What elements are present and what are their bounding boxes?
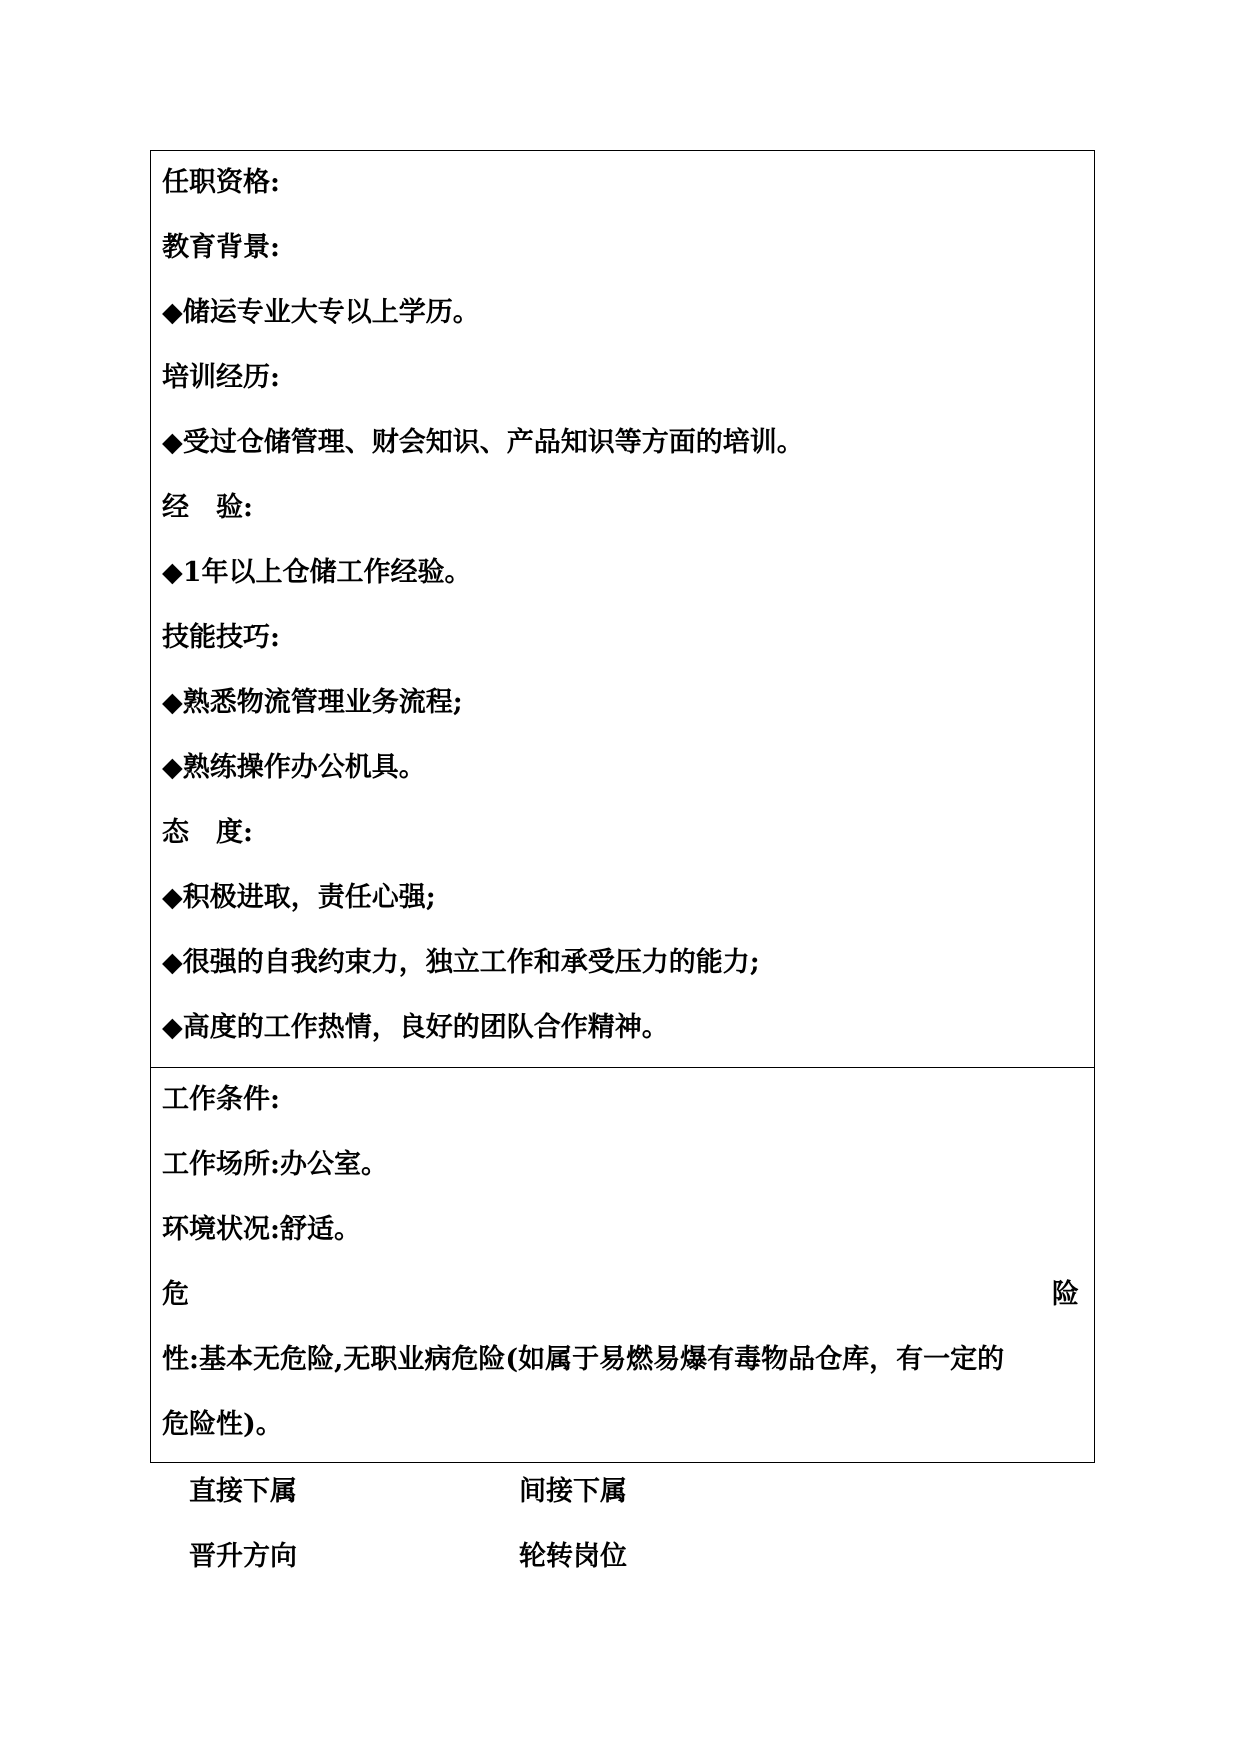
promotion-label: 晋升方向 [189, 1541, 297, 1572]
education-label: 教育背景: [162, 232, 280, 263]
danger-last-char: 险 [1052, 1279, 1079, 1310]
danger-line-2: 性:基本无危险,无职业病危险(如属于易燃易爆有毒物品仓库，有一定的 [162, 1344, 1005, 1375]
qualifications-title: 任职资格: [162, 167, 280, 198]
indirect-subordinate-label: 间接下属 [519, 1476, 627, 1507]
attitude-item: ◆积极进取，责任心强; [162, 882, 436, 913]
direct-subordinate-label: 直接下属 [189, 1476, 297, 1507]
workplace-line: 工作场所:办公室。 [162, 1149, 388, 1180]
environment-line: 环境状况:舒适。 [162, 1214, 361, 1245]
attitude-item: ◆高度的工作热情，良好的团队合作精神。 [162, 1012, 669, 1043]
skills-item: ◆熟练操作办公机具。 [162, 752, 426, 783]
training-label: 培训经历: [162, 362, 280, 393]
danger-first-char: 危 [162, 1279, 189, 1310]
experience-item: ◆1年以上仓储工作经验。 [162, 557, 472, 588]
conditions-cell [150, 1067, 1095, 1463]
danger-line-1 [162, 1278, 1079, 1312]
skills-item: ◆熟悉物流管理业务流程; [162, 687, 463, 718]
qualifications-cell [150, 150, 1095, 1068]
skills-label: 技能技巧: [162, 622, 280, 653]
training-item: ◆受过仓储管理、财会知识、产品知识等方面的培训。 [162, 427, 804, 458]
education-item: ◆储运专业大专以上学历。 [162, 297, 480, 328]
conditions-title: 工作条件: [162, 1084, 280, 1115]
experience-label: 经 验: [162, 492, 253, 523]
rotation-label: 轮转岗位 [519, 1541, 627, 1572]
attitude-item: ◆很强的自我约束力，独立工作和承受压力的能力; [162, 947, 760, 978]
danger-line-3: 危险性)。 [162, 1409, 283, 1440]
attitude-label: 态 度: [162, 817, 253, 848]
